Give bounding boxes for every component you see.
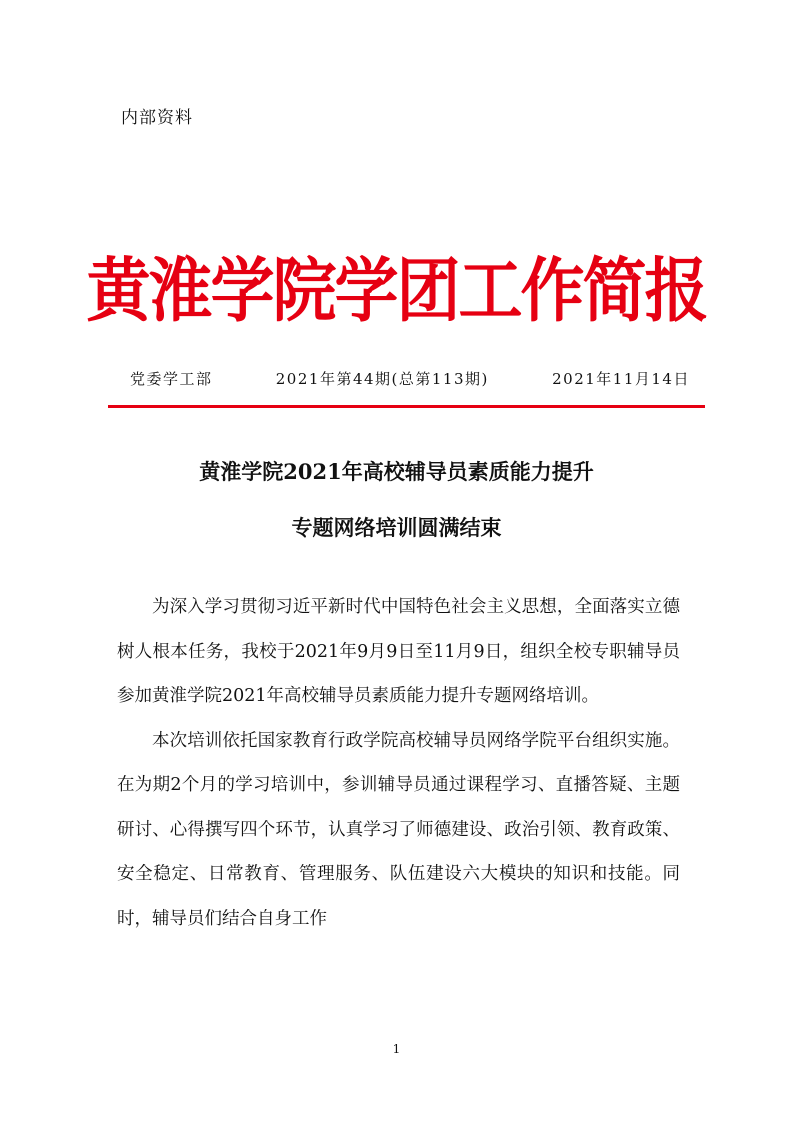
page-number: 1 — [392, 1042, 401, 1056]
issue-info-line — [130, 368, 690, 389]
newsletter-masthead: 黄淮学院学团工作简报 — [86, 250, 707, 332]
body-paragraph: 本次培训依托国家教育行政学院高校辅导员网络学院平台组织实施。在为期2个月的学习培训中，参训辅导员通过课程学习、直播答疑、主题研讨、心得撰写四个环节，认真学习了师德建设、政治引领、教育政策、安全稳定、日常教育、管理服务、队伍建设六大模块的知识和技能。同时，辅导员们结合自身工作 — [117, 730, 680, 929]
issue-date: 2021年11月14日 — [552, 370, 690, 388]
article-title-line-2: 专题网络培训圆满结束 — [291, 515, 502, 540]
body-paragraph: 为深入学习贯彻习近平新时代中国特色社会主义思想，全面落实立德树人根本任务，我校于2021年9月9日至11月9日，组织全校专职辅导员参加黄淮学院2021年高校辅导员素质能力提升专题网络培训。 — [117, 597, 680, 706]
issuing-department: 党委学工部 — [130, 370, 213, 388]
internal-material-label: 内部资料 — [121, 108, 193, 128]
issue-number: 2021年第44期(总第113期) — [275, 370, 489, 388]
article-title-line-1: 黄淮学院2021年高校辅导员素质能力提升 — [199, 459, 594, 484]
article-body — [117, 585, 680, 941]
red-divider-rule — [108, 405, 705, 408]
